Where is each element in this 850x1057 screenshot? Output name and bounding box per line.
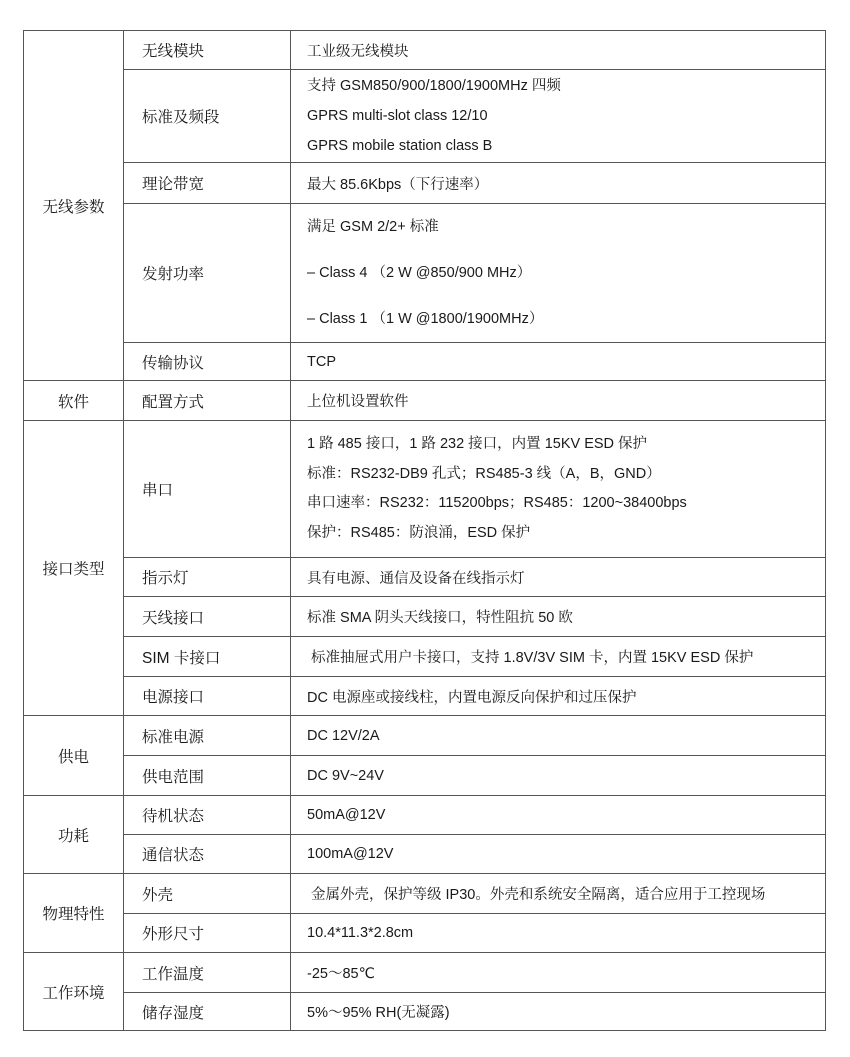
value-cell: [291, 637, 826, 677]
value-line: DC 12V/2A: [307, 727, 380, 744]
value-line: 工业级无线模块: [307, 43, 409, 60]
value-line: GPRS mobile station class B: [307, 138, 493, 154]
value-line: TCP: [307, 353, 336, 370]
item-cell: 供电范围: [124, 756, 291, 796]
category-cell: 接口类型: [24, 421, 124, 716]
table-row: [24, 993, 826, 1031]
table-row: [24, 381, 826, 421]
value-cell: [291, 835, 826, 874]
value-cell: [291, 914, 826, 953]
table-row: [24, 70, 826, 163]
category-cell: 工作环境: [24, 953, 124, 1031]
value-cell: [291, 163, 826, 204]
item-cell: 串口: [124, 421, 291, 558]
table-row: [24, 597, 826, 637]
table-row: [24, 796, 826, 835]
value-cell: [291, 716, 826, 756]
item-cell: 电源接口: [124, 677, 291, 716]
item-cell: 通信状态: [124, 835, 291, 874]
value-line: 串口速率：RS232：115200bps；RS485：1200~38400bps: [307, 495, 687, 511]
item-cell: 外形尺寸: [124, 914, 291, 953]
table-row: [24, 343, 826, 381]
value-cell: [291, 597, 826, 637]
value-cell: [291, 677, 826, 716]
value-line: 10.4*11.3*2.8cm: [307, 925, 414, 941]
value-cell: [291, 993, 826, 1031]
item-cell: 外壳: [124, 874, 291, 914]
value-line: 最大 85.6Kbps（下行速率）: [307, 176, 489, 193]
value-line: 50mA@12V: [307, 807, 386, 823]
item-cell: 待机状态: [124, 796, 291, 835]
table-row: [24, 163, 826, 204]
value-cell: [291, 953, 826, 993]
value-line: – Class 1 （1 W @1800/1900MHz）: [307, 311, 544, 327]
value-line: DC 9V~24V: [307, 767, 384, 784]
value-line: 1 路 485 接口，1 路 232 接口，内置 15KV ESD 保护: [307, 436, 648, 452]
value-line: DC 电源座或接线柱，内置电源反向保护和过压保护: [307, 689, 637, 706]
value-cell: [291, 70, 826, 163]
value-cell: [291, 381, 826, 421]
value-cell: [291, 796, 826, 835]
item-cell: 工作温度: [124, 953, 291, 993]
value-line: – Class 4 （2 W @850/900 MHz）: [307, 265, 532, 281]
value-line: 100mA@12V: [307, 846, 394, 862]
category-cell: 供电: [24, 716, 124, 796]
table-row: [24, 756, 826, 796]
item-cell: 理论带宽: [124, 163, 291, 204]
item-cell: 标准及频段: [124, 70, 291, 163]
table-row: [24, 953, 826, 993]
spec-table: [23, 30, 826, 1031]
value-cell: [291, 204, 826, 343]
value-line: 支持 GSM850/900/1800/1900MHz 四频: [307, 78, 561, 94]
value-line: 保护：RS485：防浪涌，ESD 保护: [307, 524, 531, 541]
value-line: 标准：RS232-DB9 孔式；RS485-3 线（A，B，GND）: [307, 465, 661, 482]
value-line: -25～85℃: [307, 966, 375, 982]
category-cell: 软件: [24, 381, 124, 421]
category-cell: 无线参数: [24, 31, 124, 381]
item-cell: 天线接口: [124, 597, 291, 637]
value-line: GPRS multi-slot class 12/10: [307, 108, 488, 124]
value-line: 满足 GSM 2/2+ 标准: [307, 219, 439, 235]
value-line: 金属外壳，保护等级 IP30。外壳和系统安全隔离，适合应用于工控现场: [311, 887, 766, 903]
item-cell: 储存湿度: [124, 993, 291, 1031]
category-cell: 功耗: [24, 796, 124, 874]
value-cell: [291, 558, 826, 597]
item-cell: 指示灯: [124, 558, 291, 597]
item-cell: 无线模块: [124, 31, 291, 70]
value-line: 具有电源、通信及设备在线指示灯: [307, 570, 525, 587]
table-row: [24, 558, 826, 597]
item-cell: 配置方式: [124, 381, 291, 421]
value-cell: [291, 421, 826, 558]
item-cell: 发射功率: [124, 204, 291, 343]
table-row: [24, 835, 826, 874]
value-line: 标准抽屉式用户卡接口，支持 1.8V/3V SIM 卡，内置 15KV ESD 保护: [311, 650, 754, 666]
table-row: [24, 31, 826, 70]
value-cell: [291, 343, 826, 381]
table-row: [24, 716, 826, 756]
table-row: [24, 204, 826, 343]
table-row: [24, 637, 826, 677]
value-line: 标准 SMA 阴头天线接口，特性阻抗 50 欧: [307, 610, 573, 626]
value-cell: [291, 756, 826, 796]
table-row: [24, 874, 826, 914]
category-cell: 物理特性: [24, 874, 124, 953]
table-row: [24, 421, 826, 558]
item-cell: 标准电源: [124, 716, 291, 756]
item-cell: SIM 卡接口: [124, 637, 291, 677]
value-cell: [291, 874, 826, 914]
item-cell: 传输协议: [124, 343, 291, 381]
value-line: 5%～95% RH(无凝露): [307, 1005, 450, 1021]
table-row: [24, 914, 826, 953]
value-cell: [291, 31, 826, 70]
table-row: [24, 677, 826, 716]
value-line: 上位机设置软件: [307, 394, 409, 410]
